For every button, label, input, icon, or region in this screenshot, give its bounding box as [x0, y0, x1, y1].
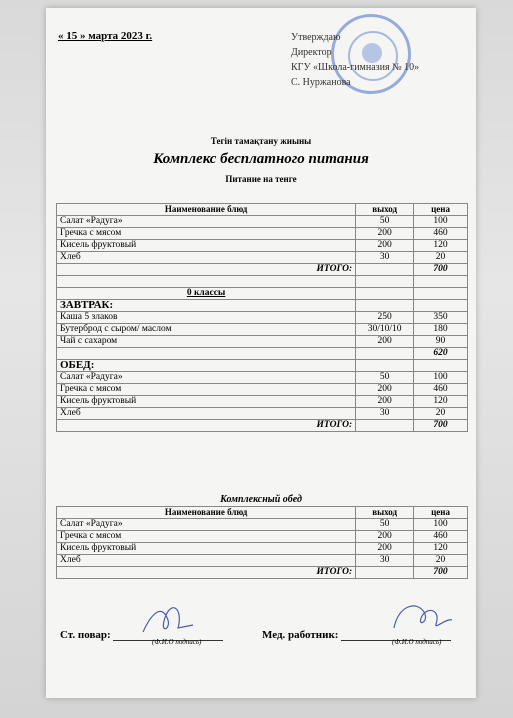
cook-fio-hint: (Ф.И.О подпись)	[152, 638, 202, 646]
total-label: ИТОГО:	[57, 264, 356, 276]
dish-yield: 50	[356, 519, 414, 531]
empty-cell	[414, 276, 468, 288]
dish-yield: 200	[356, 384, 414, 396]
col-header-yield: выход	[356, 507, 414, 519]
document-date: « 15 » марта 2023 г.	[58, 30, 153, 42]
dish-name: Кисель фруктовый	[57, 396, 356, 408]
table-row	[57, 396, 468, 408]
table-header-row	[57, 204, 468, 216]
dish-yield: 50	[356, 216, 414, 228]
total-row	[57, 264, 468, 276]
dish-name: Салат «Радуга»	[57, 519, 356, 531]
table-row	[57, 312, 468, 324]
table-row	[57, 519, 468, 531]
dish-name: Салат «Радуга»	[57, 216, 356, 228]
kazakh-title: Тегін тамақтану жиыны	[210, 136, 312, 146]
empty-cell	[356, 264, 414, 276]
col-header-dish: Наименование блюд	[57, 204, 356, 216]
section-row	[57, 360, 468, 372]
total-value: 700	[414, 567, 468, 579]
table-row	[57, 543, 468, 555]
table-row	[57, 336, 468, 348]
dish-price: 100	[414, 216, 468, 228]
dish-price: 120	[414, 396, 468, 408]
approve-line: КГУ «Школа-гимназия № 10»	[291, 62, 420, 73]
empty-cell	[57, 348, 356, 360]
dish-name: Каша 5 злаков	[57, 312, 356, 324]
dish-name: Гречка с мясом	[57, 228, 356, 240]
section-row	[57, 300, 468, 312]
dish-name: Хлеб	[57, 252, 356, 264]
dish-yield: 200	[356, 240, 414, 252]
dish-yield: 30	[356, 252, 414, 264]
table-row	[57, 228, 468, 240]
dish-yield: 30	[356, 408, 414, 420]
dish-price: 350	[414, 312, 468, 324]
dish-price: 120	[414, 240, 468, 252]
dish-name: Гречка с мясом	[57, 384, 356, 396]
total-label: ИТОГО:	[57, 420, 356, 432]
document-page	[46, 8, 476, 698]
total-value: 700	[414, 420, 468, 432]
main-title: Комплекс бесплатного питания	[153, 151, 369, 167]
table-row	[57, 531, 468, 543]
total-row	[57, 348, 468, 360]
empty-cell	[414, 300, 468, 312]
approve-line: С. Нуржанова	[291, 77, 351, 88]
dish-price: 460	[414, 531, 468, 543]
table-row	[57, 216, 468, 228]
approve-line: Директор	[291, 47, 332, 58]
class-row	[57, 288, 468, 300]
med-label: Мед. работник:	[262, 629, 339, 641]
class-label: 0 классы	[57, 288, 356, 300]
dish-yield: 200	[356, 531, 414, 543]
dish-name: Салат «Радуга»	[57, 372, 356, 384]
dish-yield: 200	[356, 228, 414, 240]
dish-yield: 250	[356, 312, 414, 324]
dish-yield: 200	[356, 336, 414, 348]
approve-line: Утверждаю	[291, 32, 341, 43]
approval-block	[291, 30, 419, 90]
lunch-label: ОБЕД:	[57, 360, 356, 372]
dish-price: 120	[414, 543, 468, 555]
spacer-row	[57, 276, 468, 288]
dish-yield: 50	[356, 372, 414, 384]
breakfast-label: ЗАВТРАК:	[57, 300, 356, 312]
empty-cell	[356, 420, 414, 432]
table-header-row	[57, 507, 468, 519]
empty-cell	[356, 567, 414, 579]
col-header-price: цена	[414, 507, 468, 519]
cook-label: Ст. повар:	[60, 629, 111, 641]
table-row	[57, 252, 468, 264]
med-fio-hint: (Ф.И.О подпись)	[392, 638, 442, 646]
empty-cell	[356, 360, 414, 372]
table-row	[57, 408, 468, 420]
dish-name: Чай с сахаром	[57, 336, 356, 348]
empty-cell	[57, 276, 356, 288]
col-header-price: цена	[414, 204, 468, 216]
empty-cell	[356, 288, 414, 300]
dish-yield: 30	[356, 555, 414, 567]
dish-yield: 200	[356, 396, 414, 408]
cook-signature	[138, 600, 198, 640]
dish-price: 90	[414, 336, 468, 348]
dish-name: Гречка с мясом	[57, 531, 356, 543]
empty-cell	[356, 276, 414, 288]
col-header-dish: Наименование блюд	[57, 507, 356, 519]
empty-cell	[356, 300, 414, 312]
empty-cell	[414, 360, 468, 372]
col-header-yield: выход	[356, 204, 414, 216]
dish-name: Кисель фруктовый	[57, 240, 356, 252]
dish-price: 100	[414, 519, 468, 531]
dish-price: 100	[414, 372, 468, 384]
dish-price: 20	[414, 555, 468, 567]
dish-yield: 30/10/10	[356, 324, 414, 336]
table-row	[57, 324, 468, 336]
breakfast-total: 620	[414, 348, 468, 360]
dish-price: 20	[414, 252, 468, 264]
total-row	[57, 567, 468, 579]
dish-yield: 200	[356, 543, 414, 555]
subtitle: Питание на тенге	[225, 174, 297, 184]
dish-name: Хлеб	[57, 555, 356, 567]
med-signature	[386, 598, 456, 638]
table-row	[57, 555, 468, 567]
total-label: ИТОГО:	[57, 567, 356, 579]
dish-name: Кисель фруктовый	[57, 543, 356, 555]
dish-price: 460	[414, 384, 468, 396]
complex-lunch-title: Комплексный обед	[220, 494, 302, 505]
dish-price: 20	[414, 408, 468, 420]
dish-name: Хлеб	[57, 408, 356, 420]
table-row	[57, 240, 468, 252]
dish-name: Бутерброд с сыром/ маслом	[57, 324, 356, 336]
menu-table	[56, 203, 468, 432]
table-row	[57, 372, 468, 384]
dish-price: 460	[414, 228, 468, 240]
table-row	[57, 384, 468, 396]
total-row	[57, 420, 468, 432]
empty-cell	[356, 348, 414, 360]
empty-cell	[414, 288, 468, 300]
total-value: 700	[414, 264, 468, 276]
dish-price: 180	[414, 324, 468, 336]
complex-lunch-table	[56, 506, 468, 579]
